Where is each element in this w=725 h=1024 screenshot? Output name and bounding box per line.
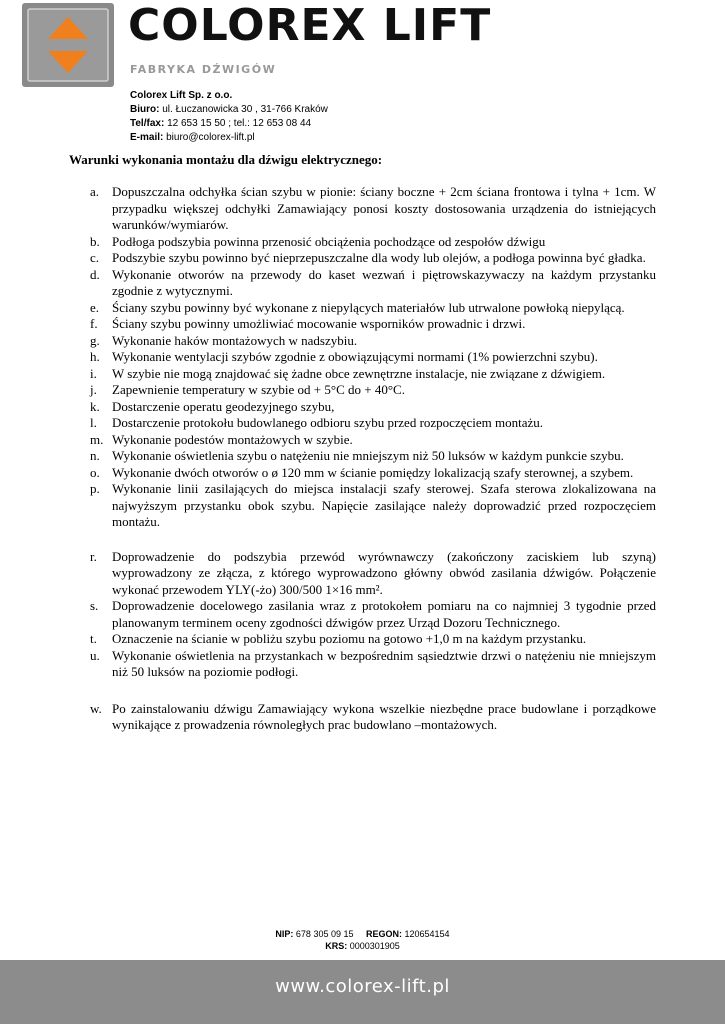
item-text: Doprowadzenie do podszybia przewód wyrównawczy (zakończony zaciskiem lub szyną) wyprowadzony ze złącza, z którego wyprowadzono główny obwód zasilania dźwigów. Połączenie wykonać przewodem YLY(-żo) 300/500 1×16 mm². xyxy=(112,548,656,597)
item-label: w. xyxy=(90,700,102,716)
item-label: d. xyxy=(90,266,100,282)
item-label: j. xyxy=(90,382,97,397)
list-item xyxy=(90,250,656,267)
list-item xyxy=(90,267,656,300)
krs-value: 0000301905 xyxy=(349,941,400,951)
address-label: Biuro: xyxy=(130,104,160,115)
item-text: Wykonanie oświetlenia szybu o natężeniu nie mniejszym niż 50 luksów w każdym punkcie szybu. xyxy=(112,448,624,463)
item-label: e. xyxy=(90,299,100,315)
item-text: Wykonanie haków montażowych w nadszybiu. xyxy=(112,332,358,348)
nip-label: NIP: xyxy=(275,929,294,939)
list-item xyxy=(90,415,656,432)
item-text: Wykonanie wentylacji szybów zgodnie z obowiązującymi normami (1% powierzchni szybu). xyxy=(112,349,598,364)
item-label: h. xyxy=(90,349,100,364)
item-text: Doprowadzenie docelowego zasilania wraz z protokołem pomiaru na co najmniej 3 tygodnie przed planowanym terminem oceny zgodności dźwigów przez Urząd Dozoru Technicznego. xyxy=(112,598,656,630)
item-label: n. xyxy=(90,448,100,463)
item-text: Wykonanie otworów na przewody do kaset wezwań i piętrowskazywaczy na każdym przystanku zgodnie z wytycznymi. xyxy=(112,266,656,298)
email-value: biuro@colorex-lift.pl xyxy=(166,132,255,143)
item-text: Po zainstalowaniu dźwigu Zamawiający wykona wszelkie niezbędne prace budowlane i porządkowe wynikające z prowadzenia równoległych prac budowlano –montażowych. xyxy=(112,700,656,732)
item-label: t. xyxy=(90,631,97,646)
item-label: s. xyxy=(90,598,99,613)
item-text: Ściany szybu powinny być wykonane z niepylących materiałów lub utrwalone powłoką niepylącą. xyxy=(112,299,625,315)
regon-value: 120654154 xyxy=(404,929,450,939)
item-text: Ściany szybu powinny umożliwiać mocowanie wsporników prowadnic i drzwi. xyxy=(112,316,526,331)
item-text: Dostarczenie operatu geodezyjnego szybu, xyxy=(112,398,335,414)
item-label: g. xyxy=(90,332,100,348)
item-text: Wykonanie dwóch otworów o ø 120 mm w ścianie pomiędzy lokalizacją szafy sterownej, a szybem. xyxy=(112,464,634,480)
item-text: Wykonanie oświetlenia na przystankach w bezpośrednim sąsiedztwie drzwi o natężeniu nie mniejszym niż 50 luksów na poziomie podłogi. xyxy=(112,647,656,679)
list-item xyxy=(90,382,656,399)
document-title: Warunki wykonania montażu dla dźwigu elektrycznego: xyxy=(69,152,383,167)
list-item xyxy=(90,481,656,531)
item-text: Oznaczenie na ścianie w pobliżu szybu poziomu na gotowo +1,0 m na każdym przystanku. xyxy=(112,631,587,646)
item-text: Podszybie szybu powinno być nieprzepuszczalne dla wody lub olejów, a podłoga powinna być gładka. xyxy=(112,250,646,265)
logo-icon xyxy=(22,3,114,87)
company-name: Colorex Lift Sp. z o.o. xyxy=(130,90,233,101)
company-contact xyxy=(130,89,328,145)
item-label: f. xyxy=(90,316,98,331)
nip-value: 678 305 09 15 xyxy=(295,929,354,939)
item-label: p. xyxy=(90,481,100,496)
item-label: r. xyxy=(90,548,97,564)
item-label: b. xyxy=(90,233,100,249)
website-link[interactable]: www.colorex-lift.pl xyxy=(275,976,450,997)
list-item xyxy=(90,300,656,317)
item-label: u. xyxy=(90,647,100,663)
list-item xyxy=(90,349,656,366)
list-item xyxy=(90,234,656,251)
list-item xyxy=(90,316,656,333)
list-item xyxy=(90,184,656,234)
conditions-list xyxy=(90,184,656,734)
address-value: ul. Łuczanowicka 30 , 31-766 Kraków xyxy=(162,104,328,115)
item-text: Zapewnienie temperatury w szybie od + 5°C do + 40°C. xyxy=(112,382,405,397)
phone-value: 12 653 15 50 ; tel.: 12 653 08 44 xyxy=(167,118,312,129)
email-label: E-mail: xyxy=(130,132,164,143)
list-item xyxy=(90,333,656,350)
item-text: W szybie nie mogą znajdować się żadne obce zewnętrzne instalacje, nie związane z dźwigiem. xyxy=(112,365,606,381)
item-label: c. xyxy=(90,250,100,265)
item-text: Wykonanie podestów montażowych w szybie. xyxy=(112,431,353,447)
item-text: Dostarczenie protokołu budowlanego odbioru szybu przed rozpoczęciem montażu. xyxy=(112,415,544,430)
item-text: Wykonanie linii zasilających do miejsca instalacji szafy sterowej. Szafa sterowa zlokalizowana na najwyższym przystanku obok szybu. Napięcie zasilające należy doprowadzić przed rozpoczęciem montażu. xyxy=(112,481,656,529)
list-item xyxy=(90,448,656,465)
company-registration xyxy=(0,928,725,952)
regon-label: REGON: xyxy=(366,929,402,939)
item-text: Dopuszczalna odchyłka ścian szybu w pionie: ściany boczne + 2cm ściana frontowa i tylna + 1cm. W przypadku większej odchyłki Zamawiający ponosi koszty dostosowania urządzenia do istniejących warunków/wymiarów. xyxy=(112,184,656,232)
brand-subtitle: FABRYKA DŹWIGÓW xyxy=(130,63,277,76)
item-label: m. xyxy=(90,431,104,447)
list-item xyxy=(90,598,656,631)
list-item xyxy=(90,549,656,599)
phone-label: Tel/fax: xyxy=(130,118,165,129)
list-item xyxy=(90,631,656,648)
item-label: k. xyxy=(90,398,100,414)
item-label: o. xyxy=(90,464,100,480)
list-item xyxy=(90,701,656,734)
list-item xyxy=(90,366,656,383)
item-label: i. xyxy=(90,365,97,381)
list-item xyxy=(90,399,656,416)
brand-name: COLOREX LIFT xyxy=(128,0,492,51)
list-item xyxy=(90,648,656,681)
item-label: l. xyxy=(90,415,97,430)
item-label: a. xyxy=(90,184,100,199)
item-text: Podłoga podszybia powinna przenosić obciążenia pochodzące od zespołów dźwigu xyxy=(112,233,546,249)
krs-label: KRS: xyxy=(325,941,348,951)
list-item xyxy=(90,432,656,449)
list-item xyxy=(90,465,656,482)
